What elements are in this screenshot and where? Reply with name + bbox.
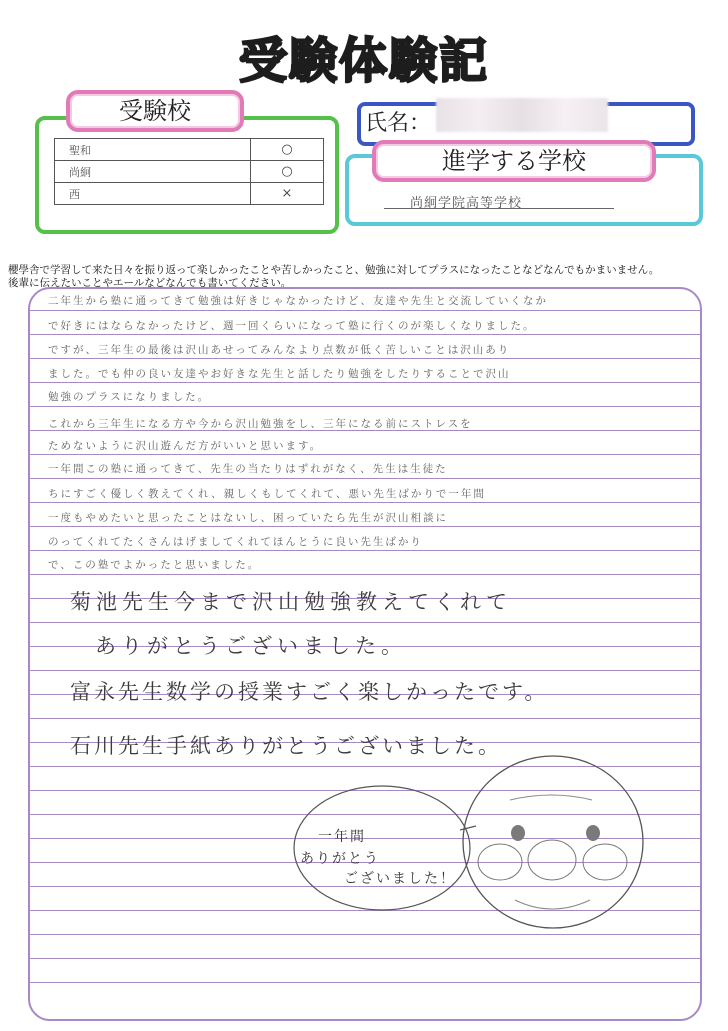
handwritten-line: ました。でも仲の良い友達やお好きな先生と話したり勉強をしたりすることで沢山 <box>48 368 511 380</box>
nose-icon <box>528 840 576 880</box>
eyebrow-line <box>510 795 592 800</box>
handwritten-line: 一度もやめたいと思ったことはないし、困っていたら先生が沢山相談に <box>48 512 448 524</box>
handwritten-line: ためないように沢山遊んだ方がいいと思います。 <box>48 440 323 452</box>
page-title: 受験体験記 <box>238 33 489 89</box>
left-cheek-icon <box>478 844 522 880</box>
doodle-text: 一年間 <box>318 829 366 845</box>
right-eye-icon <box>586 825 600 841</box>
school-result: ○ <box>251 161 324 183</box>
handwritten-line-large: 富永先生数学の授業すごく楽しかったです。 <box>70 680 549 704</box>
handwritten-line-large: ありがとうございました。 <box>95 634 407 658</box>
handwritten-line: 二年生から塾に通ってきて勉強は好きじゃなかったけど、友達や先生と交流していくなか <box>48 295 548 307</box>
handwritten-line: 一年間この塾に通ってきて、先生の当たりはずれがなく、先生は生徒た <box>48 463 448 475</box>
instruction-line: 櫻學舎で学習して来た日々を振り返って楽しかったことや苦しかったこと、勉強に対してプラスになったことなどなんでもかまいません。 <box>8 264 660 276</box>
mouth-line <box>515 900 590 909</box>
handwritten-line: 勉強のプラスになりました。 <box>48 391 211 403</box>
enroll-school-value: 尚絅学院高等学校 <box>410 196 523 211</box>
school-result: ○ <box>251 139 324 161</box>
handwritten-line: で、この塾でよかったと思いました。 <box>48 559 261 571</box>
handwritten-line: で好きにはならなかったけど、週一回くらいになって塾に行くのが楽しくなりました。 <box>48 320 536 332</box>
doodle-text: ありがとう <box>300 851 380 867</box>
handwritten-line-large: 菊池先生今まで沢山勉強教えてくれて <box>70 590 512 614</box>
school-name: 西 <box>55 183 251 205</box>
handwritten-line: これから三年生になる方や今から沢山勉強をし、三年になる前にストレスを <box>48 418 473 430</box>
handwritten-line: ちにすごく優しく教えてくれ、親しくもしてくれて、悪い先生ばかりで一年間 <box>48 488 486 500</box>
face-outline-icon <box>463 756 643 928</box>
speech-bubble-tail <box>460 826 476 830</box>
school-result: × <box>251 183 324 205</box>
handwritten-line: のってくれてたくさんはげましてくれてほんとうに良い先生ばかり <box>48 536 423 548</box>
school-name: 尚絅 <box>55 161 251 183</box>
left-eye-icon <box>511 825 525 841</box>
school-name: 聖和 <box>55 139 251 161</box>
instruction-line: 後輩に伝えたいことやエールなどなんでも書いてください。 <box>8 277 292 289</box>
name-label: 氏名： <box>365 111 432 136</box>
handwritten-line-large: 石川先生手紙ありがとうございました。 <box>70 734 502 758</box>
doodle-text: ございました！ <box>344 871 456 887</box>
exam-schools-label: 受験校 <box>66 90 244 132</box>
handwritten-line: ですが、三年生の最後は沢山あせってみんなより点数が低く苦しいことは沢山あり <box>48 344 511 356</box>
right-cheek-icon <box>583 844 627 880</box>
enroll-school-label: 進学する学校 <box>372 140 656 182</box>
